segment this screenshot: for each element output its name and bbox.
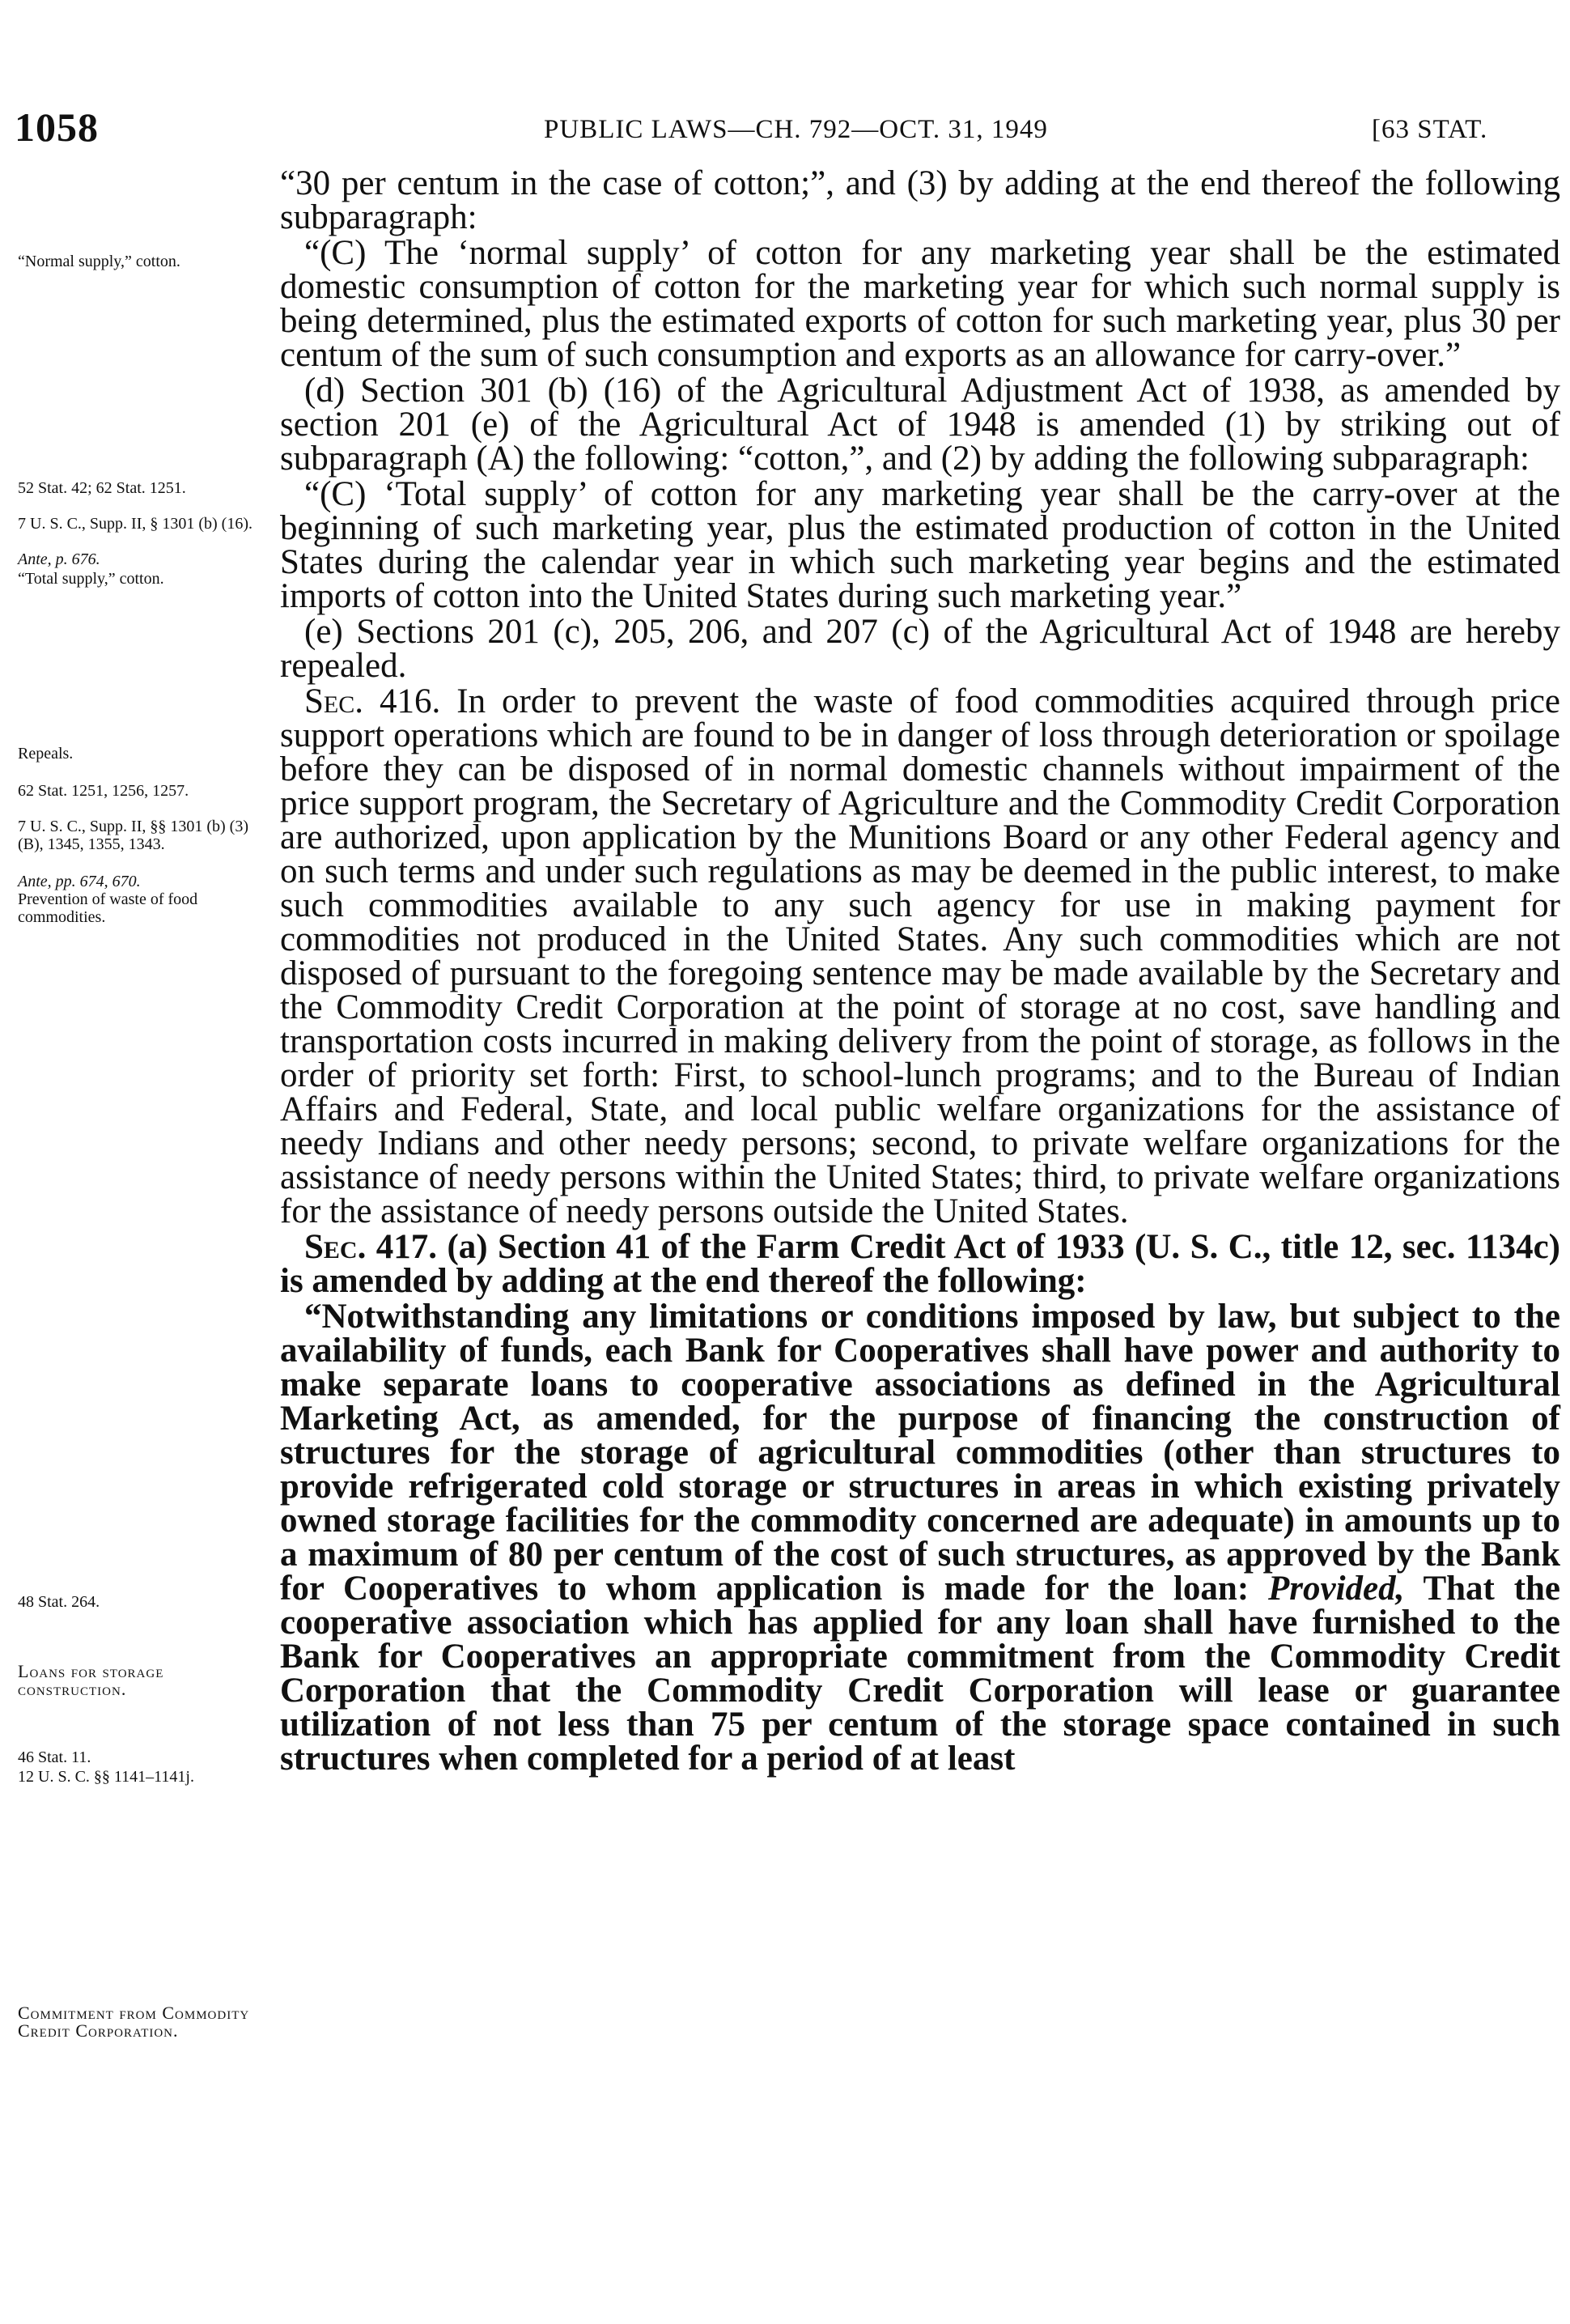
statute-reference: [63 STAT. [1372, 115, 1488, 144]
paragraph-30-per-centum: “30 per centum in the case of cotton;”, and (3) by adding at the end thereof the following subparagraph: [280, 164, 1560, 236]
loans-text-part2: That the cooperative association which has applied for any loan shall have furnished to the Bank for Cooperatives an appropriate commitment from the Commodity Credit Corporation that the Commodity Credit Corporation will lease or guarantee utilization of not less than 75 per centum of the storage space contained in such structures when completed for a period of at least [280, 1570, 1561, 1778]
loans-text-part1: “Notwithstanding any limitations or conditions imposed by law, but subject to the availability of funds, each Bank for Cooperatives shall have power and authority to make separate loans to cooperative associations as defined in the Agricultural Marketing Act, as amended, for the purpose of financing the construction of structures for the storage of agricultural commodities (other than structures to provide refrigerated cold storage or structures in areas in which existing privately owned storage facilities for the commodity concerned are adequate) in amounts up to a maximum of 80 per centum of the cost of such structures, as approved by the Bank for Cooperatives to whom application is made for the loan: [280, 1298, 1560, 1608]
margin-note-commitment-ccc: Commitment from Commodity Credit Corporation. [18, 2003, 250, 2041]
margin-note-loans-storage: Loans for storage construction. [18, 1661, 164, 1699]
running-title: PUBLIC LAWS—CH. 792—OCT. 31, 1949 [544, 115, 1048, 144]
margin-note-ante-pages: Ante, pp. 674, 670. [18, 873, 141, 890]
margin-note-12-usc: 12 U. S. C. §§ 1141–1141j. [18, 1768, 194, 1786]
margin-note-usc-citation: 7 U. S. C., Supp. II, § 1301 (b) (16). [18, 515, 252, 533]
paragraph-sec-417 [280, 1230, 1560, 1298]
paragraph-section-301: (d) Section 301 (b) (16) of the Agricultural Adjustment Act of 1938, as amended by section 201 (e) of the Agricultural Act of 1948 is amended (1) by striking out of subparagraph (A) the following: “cotton,”, and (2) by adding the following subparagraph: [280, 372, 1560, 478]
body-text [280, 164, 1561, 1778]
margin-note-stat-citation: 52 Stat. 42; 62 Stat. 1251. [18, 479, 186, 497]
margin-note-total-supply: “Total supply,” cotton. [18, 570, 164, 588]
paragraph-sec-416 [280, 682, 1561, 1230]
margin-note-repeal-stat: 62 Stat. 1251, 1256, 1257. [18, 782, 189, 800]
section-417-text: (a) Section 41 of the Farm Credit Act of 1933 (U. S. C., title 12, sec. 1134c) is amended by adding at the end thereof the following: [280, 1228, 1560, 1300]
margin-note-48-stat: 48 Stat. 264. [18, 1593, 100, 1611]
paragraph-total-supply: “(C) ‘Total supply’ of cotton for any marketing year shall be the carry-over at the beginning of such marketing year, plus the estimated production of cotton in the United States during the calendar year in which such marketing year begins and the estimated imports of cotton into the United States during such marketing year.” [280, 475, 1560, 615]
section-416-label: Sec. 416. [304, 682, 441, 720]
margin-note-repeals: Repeals. [18, 745, 74, 763]
margin-note-repeal-usc: 7 U. S. C., Supp. II, §§ 1301 (b) (3) (B), 1345, 1355, 1343. [18, 818, 248, 853]
paragraph-loans-storage [280, 1300, 1560, 1776]
margin-note-normal-supply: “Normal supply,” cotton. [18, 253, 180, 270]
margin-note-prevention-waste: Prevention of waste of food commodities. [18, 890, 198, 926]
page-header [0, 104, 1570, 152]
section-416-text: In order to prevent the waste of food commodities acquired through price support operations which are found to be in danger of loss through deterioration or spoilage before they can be disposed of in normal domestic channels without impairment of the price support program, the Secretary of Agriculture and the Commodity Credit Corporation are authorized, upon application by the Munitions Board or any other Federal agency and on such terms and under such regulations as may be deemed in the public interest, to make such commodities available to any such agency for use in making payment for commodities not produced in the United States. Any such commodities which are not disposed of pursuant to the foregoing sentence may be made available by the Secretary and the Commodity Credit Corporation at the point of storage at no cost, save handling and transportation costs incurred in making delivery from the point of storage, as follows in the order of priority set forth: First, to school-lunch programs; and to the Bureau of Indian Affairs and Federal, State, and local public welfare organizations for the assistance of needy Indians and other needy persons; second, to private welfare organizations for the assistance of needy persons within the United States; third, to private welfare organizations for the assistance of needy persons outside the United States. [280, 682, 1561, 1230]
margin-note-ante: Ante, p. 676. [18, 550, 100, 568]
paragraph-normal-supply: “(C) The ‘normal supply’ of cotton for any marketing year shall be the estimated domestic consumption of cotton for the marketing year for which such normal supply is being determined, plus the estimated exports of cotton for such marketing year, plus 30 per centum of the sum of such consumption and exports as an allowance for carry-over.” [280, 234, 1560, 374]
proviso-word: Provided, [1267, 1570, 1405, 1608]
page-number: 1058 [15, 104, 99, 150]
margin-note-46-stat: 46 Stat. 11. [18, 1748, 91, 1766]
section-417-label: Sec. 417. [304, 1228, 438, 1266]
paragraph-repeals: (e) Sections 201 (c), 205, 206, and 207 (c) of the Agricultural Act of 1948 are hereby repealed. [280, 613, 1560, 685]
